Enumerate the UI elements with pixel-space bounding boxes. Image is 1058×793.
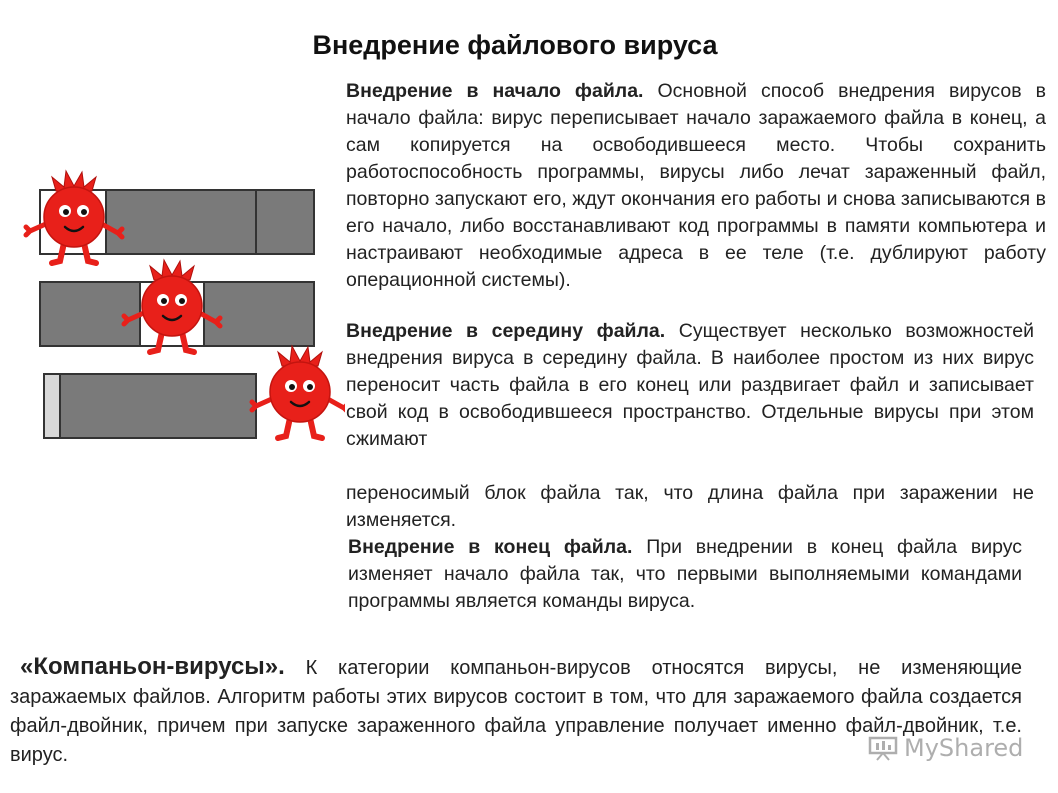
section-middle-continuation: переносимый блок файла так, что длина файла при заражении не изменяется. [346,482,1034,531]
virus-illustration [0,160,345,460]
file-middle-infected [40,260,314,352]
watermark-text: MyShared [904,734,1024,762]
section-companion-text: К категории компаньон-вирусов относятся вирусы, не изменяющие заражаемых файлов. Алгоритм работы этих вирусов состоит в том, что для заражаемого файла создается файл-двойник, причем при запуске зараженного файла управление получает именно файл-двойник, т.е. вирус. [10,657,1022,766]
watermark-logo [868,734,1023,762]
section-end-heading: Внедрение в конец файла. [348,536,633,558]
section-end [348,534,1022,615]
section-end-text: При внедрении в конец файла вирус изменяет начало файла так, что первыми выполняемыми командами программы является команды вируса. [348,536,1023,612]
presentation-icon [868,735,898,761]
section-middle [346,318,1034,453]
section-begin [346,78,1046,294]
section-middle-heading: Внедрение в середину файла. [346,320,666,342]
file-end-infected [44,346,345,438]
file-begin-infected [26,171,314,263]
section-middle-text: Существует несколько возможностей внедрения вируса в середину файла. В наиболее простом из них вирус переносит часть файла в его конец или раздвигает файл и записывает свой код в освободившееся пространство. Отдельные вирусы при этом сжимают [346,320,1034,450]
section-begin-text: Основной способ внедрения вирусов в начало файла: вирус переписывает начало заражаемого файла в конец, а сам копируется на освободившееся место. Чтобы сохранить работоспособность программы, вирусы либо лечат зараженный файл, повторно запускают его, ждут окончания его работы и снова записываются в его начало, либо восстанавливают код программы в памяти компьютера и настраивают необходимые адреса в ее теле (т.е. дублируют работу операционной системы). [346,80,1046,291]
page-title: Внедрение файлового вируса [312,30,718,60]
section-begin-heading: Внедрение в начало файла. [346,80,644,102]
section-companion-heading: «Компаньон-вирусы». [20,653,285,680]
